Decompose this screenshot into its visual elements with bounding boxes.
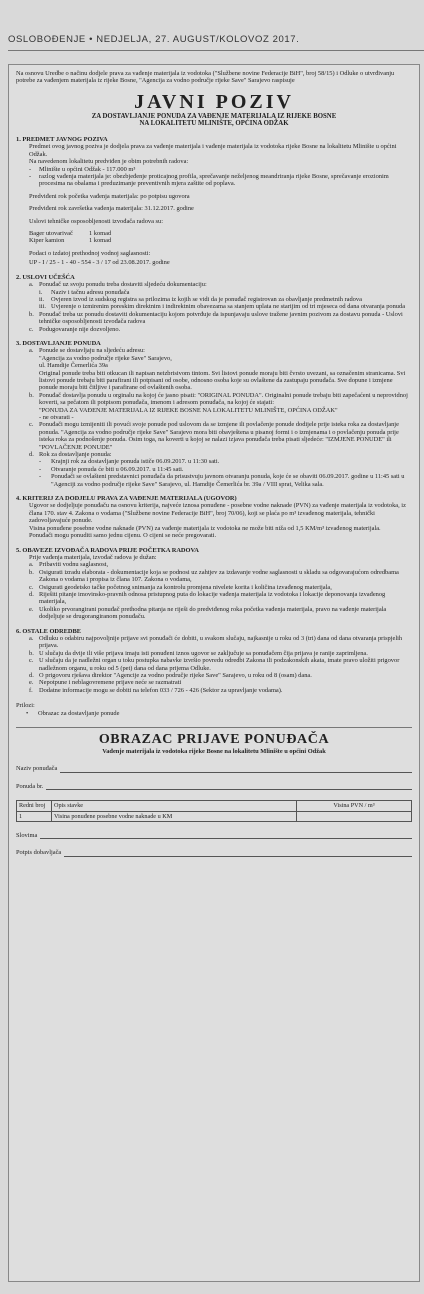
list-item: b. Ponuđač treba uz ponudu dostaviti dokumentaciju kojom potvrđuje da ispunjavaju uslove tražene javnim pozivom za dostavu ponuda - Uslovi tehničke osposobljenosti izvođača radova	[29, 310, 403, 326]
list-item: b. U slučaju da dvije ili više prijava imaju isti ponuđeni iznos ugovor se zaključuje sa ponuđačem čija prijava je ranije zaprimljena.	[29, 649, 368, 657]
signature-field[interactable]: Potpis dobavljača	[16, 849, 412, 856]
section-4-heading: 4. KRITERIJ ZA DODJELU PRAVA ZA VAĐENJE MATERIJALA (UGOVOR)	[16, 495, 237, 503]
section-1-heading: 1. PREDMET JAVNOG POZIVA	[16, 136, 108, 143]
section-6-heading: 6. OSTALE ODREDBE	[16, 627, 82, 635]
attachment-item: • Obrazac za dostavljanje ponude	[26, 709, 120, 717]
table-header-row: Redni broj Opis stavke Visina PVN / m³	[17, 801, 412, 811]
list-item: b. Osigurati izradu elaborata - dokumentacije koja se podnosi uz zahtjev za izdavanje vodne saglasnosti u skladu sa odgovarajućom odredbama Zakona o vodama i propisa iz člana 107. Zakona o vodama,	[29, 568, 399, 584]
section-1-bullet-1: Mlinište u općini Odžak - 117.000 m³	[39, 165, 136, 173]
section-1-p6: Podaci o izdatoj prethodnoj vodnoj saglasnosti:	[29, 249, 151, 257]
list-item: - Otvaranje ponuda će biti u 06.09.2017. u 11:45 sati.	[39, 465, 184, 473]
header-rule	[8, 50, 424, 51]
intro-paragraph: Na osnovu Uredbe o načinu dodjele prava za vađenje materijala iz vodotoka ("Službene novine Federacije BiH", broj 58/15) i Odluke o utvrđivanju potrebe za vađenjem materijala iz rijeke Bosne, "Agencija za vodno područje rijeke Save" Sarajevo raspisuje	[16, 70, 395, 85]
section-5-body: Prije vađenja materijala, izvođač radova je dužan: a. Pribaviti vodnu saglasnost, b. Osigurati izradu elaborata - dokumentacije koja se podnosi uz zahtjev za izdavanje vodne saglasnosti u skladu sa odgovarajućom odredbama Zakona o vodama i propisa iz člana 107. Zakona o vodama, c. Osigurati geodetsko tačke početnog snimanja za kontrolu promjena nivelete korita i količina izvađenog materijala, d. Riješiti pitanje imovinsko-pravnih odnosa pristupnog puta do lokacije vađenja materijala iz vodotoka i lokacije deponovanja izvađenog materijala, e. Ukoliko prvorangirani ponuđač prethodna pitanja ne riješi do predviđenog roka početka vađenja materijala, pravo na vađenje materijala dodjeljuje se drugorangiranom ponuđaču.	[16, 554, 412, 621]
subtitle-line-1: ZA DOSTAVLJANJE PONUDA ZA VAĐENJE MATERIJALA IZ RIJEKE BOSNE	[91, 112, 337, 120]
list-item: a. Odluku o odabiru najpovoljnije prijave svi ponuđači će dobiti, u svakom slučaju, najkasnije u roku od 3 (tri) dana od dana otvaranja prispjelih prijava.	[29, 634, 403, 650]
list-item: - Krajnji rok za dostavljanje ponuda ističe 06.09.2017. u 11:30 sati.	[39, 458, 220, 466]
list-item: - razlog vađenja materijala je: obezbjeđenje proticajnog profila, sprečavanje neželjenog meandriranja rijeke Bosne, sprečavanje erozionim procesima na obalama i preduzimanje preventivnih mjera zaštite od poplava.	[29, 173, 389, 188]
advertisement-box	[8, 64, 420, 1282]
form-separator	[16, 727, 412, 728]
section-3-body	[16, 347, 412, 488]
equipment-row: Kiper kamion 1 komad	[29, 237, 112, 245]
section-3-heading: 3. DOSTAVLJANJE PONUDA	[16, 339, 101, 347]
section-5-heading: 5. OBAVEZE IZVOĐAČA RADOVA PRIJE POČETKA RADOVA	[16, 546, 199, 554]
list-item: ii. Ovjeren izvod iz sudskog registra sa prilozima iz kojih se vidi da je ponuđač registrovan za obavljanje predmetnih radova	[39, 295, 362, 303]
list-item: c. Ponuđači mogu izmijeniti ili povući svoje ponude pod uslovom da se izmjene ili povlačenje ponude dodijele prije isteka roka za dostavljanje ponuda. "Agencija za vodno područje rijeke Save" Sarajevo mora biti obavještena u pisanoj formi i o izmjenama i o povlačenju ponuda prije isteka roka za podnošenje ponuda. Osim toga, na koverti u kojoj se nalazi izjava ponuđača treba pisati sljedeće: "IZMJENE PONUDE" ili "POVLAČENJE PONUDE"	[29, 421, 399, 451]
section-1-p1: Predmet ovog javnog poziva je dodjela prava za vađenje materijala i vađenje materijala iz vodotoka rijeke Bosne na lokalitetu Mlinište u općini Odžak.	[29, 143, 397, 158]
section-2-body	[16, 281, 412, 333]
subtitle-line-2: NA LOKALITETU MLINIŠTE, OPĆINA ODŽAK	[139, 120, 289, 128]
page-title: JAVNI POZIV	[134, 90, 294, 113]
section-1-p4: Predviđeni rok završetka vađenja materijala: 31.12.2017. godine	[29, 205, 194, 213]
amount-in-words-field[interactable]: Slovima	[16, 832, 412, 839]
attachments-heading: Prilozi:	[16, 702, 35, 710]
section-1-bullet-2: razlog vađenja materijala je: obezbjeđenje proticajnog profila, sprečavanje neželjenog meandriranja rijeke Bosne, sprečavanje erozionim procesima na obalama i preduzimanje preventivnih mjera zaštite od poplava.	[39, 173, 389, 188]
list-item: b. Ponuđač dostavlja ponudu u orginalu na kojoj će jasno pisati: "ORIGINAL PONUDA". Originalni ponude trebaju biti zapečaćeni u neprovidnoj koverti, sa pečatom ili potpisom ponuđača, imenom i adresom ponuđača, na kojoj će stajati: "PONUDA ZA VAĐENJE MATERIJALA IZ RIJEKE BOSNE NA LOKALITETU MLINIŠTE, OPĆINA ODŽAK" - ne otvarati -	[29, 391, 408, 421]
list-item: a. Pribaviti vodnu saglasnost,	[29, 561, 109, 569]
table-row: 1 Visina ponuđene posebne vodne naknade u KM	[17, 811, 412, 821]
equipment-row: Bager utovarivač 1 komad	[29, 230, 112, 238]
section-1-body	[16, 143, 412, 266]
list-item: a. Ponuđač uz svoju ponudu treba dostaviti sljedeću dokumentaciju:	[29, 281, 207, 289]
list-item: d. Rok za dostavljanje ponuda:	[29, 451, 112, 459]
newspaper-header: OSLOBOĐENJE • NEDJELJA, 27. AUGUST/KOLOVOZ 2017.	[8, 34, 300, 45]
section-1-p2: Na navedenom lokalitetu predviđen je obim potrebnih radova:	[29, 158, 189, 166]
bid-table	[16, 800, 412, 822]
bid-value-cell[interactable]	[297, 811, 412, 821]
bullet-icon: •	[26, 709, 29, 717]
list-item: e. Nepotpune i neblagovremene prijave neće se razmatrati	[29, 679, 182, 687]
list-item: d. O prigovoru rješava direktor "Agencije za vodno područje rijeke Save" Sarajevo, u roku od 8 (osam) dana.	[29, 672, 312, 679]
subtitle	[16, 113, 412, 128]
bid-number-field[interactable]: Ponuda br.	[16, 783, 412, 790]
list-item: e. Ukoliko prvorangirani ponuđač prethodna pitanja ne riješi do predviđenog roka početka vađenja materijala, pravo na vađenje materijala dodjeljuje se drugorangiranom ponuđaču.	[29, 605, 387, 621]
list-item: f. Dodatne informacije mogu se dobiti na telefon 033 / 726 - 426 (Sektor za upravljanje vodama).	[29, 686, 283, 694]
section-6-body	[16, 635, 412, 694]
section-4-body: Ugovor se dodjeljuje ponuđaču na osnovu kriterija, najveće iznosa ponuđene - posebne vodne naknade (PVN) za vađenje materijala iz vodotoka, iz člana 170. stav 4. Zakona o vodama ("Službene novine Federacije BiH", broj 70/06), koji se plaća po m³ izvađenog materijala, tehnički zadovoljavajuće ponude. Visina ponuđene posebne vodne naknade (PVN) za vađenje materijala iz vodotoka ne može biti niža od 1,5 KM/m³ izvađenog materijala. Ponuđači mogu ponuditi samo jednu cijenu. O cijeni se neće pregovarati.	[29, 502, 406, 540]
form-title: OBRAZAC PRIJAVE PONUĐAČA	[98, 732, 330, 748]
section-1-p7: UP - I / 25 - 1 - 40 - 554 - 3 / 17 od 23.08.2017. godine	[29, 259, 170, 267]
form-subtitle: Vađenje materijala iz vodotoka rijeke Bosne na lokalitetu Mlinište u općini Odžak	[102, 748, 326, 756]
list-item: i. Naziv i tačnu adresu ponuđača	[39, 288, 130, 296]
list-item: c. U slučaju da je nadležni organ u toku postupka nabavke izvršio povredu odredbi Zakona ili podzakonskih akata, imate pravo uložiti prigovor nadležnom organu, u roku od 5 (pet) dana od dana prijema Odluke.	[29, 657, 400, 672]
list-item: - Mlinište u općini Odžak - 117.000 m³	[29, 165, 136, 173]
list-item: iii. Uvjerenje o izmirenim poreskim direktnim i indirektnim obavezama sa stanjem uplata ne starijim od tri mjeseca od dana otvaranja ponuda	[39, 303, 406, 311]
bidder-name-field[interactable]: Naziv ponuđača	[16, 765, 412, 772]
list-item: d. Riješiti pitanje imovinsko-pravnih odnosa pristupnog puta do lokacije vađenja materijala iz vodotoka i lokacije deponovanja izvađenog materijala,	[29, 590, 386, 606]
list-item: a. Ponude se dostavljaju na sljedeću adresu: "Agencija za vodno područje rijeke Save" Sarajevo, ul. Hamdije Čemerlića 39a Original ponude treba biti otkucan ili napisan neizbrisivom tintom. Svi listovi ponude moraju biti čvrsto uvezani, sa označenim stranicama. Svi listovi ponude trebaju biti parafirani ili potpisani od osobe, odnosno osoba koje su ovlaštene da zastupaju ponuđača. Sve dopune i izmjene ponude moraju biti čitljive i parafirane od ovlaštenih osoba.	[29, 347, 406, 392]
list-item: - Ponuđači se ovlašteni predstavnici ponuđača da prisustvuju javnom otvaranju ponuda, koje će se obaviti 06.09.2017. godine u 11:45 sati u "Agenciji za vodno područje rijeke Save" Sarajevo, ul. Hamdije Čemerlića br. 39a / VIII sprat, Velika sala.	[39, 473, 405, 488]
list-item: c. Podugovaranje nije dozvoljeno.	[29, 325, 121, 333]
section-1-p5: Uslovi tehničke osposobljenosti izvođača radova su:	[29, 217, 163, 225]
section-2-heading: 2. USLOVI UČEŠĆA	[16, 273, 75, 281]
section-1-p3: Predviđeni rok početka vađenja materijala: po potpisu ugovora	[29, 192, 190, 200]
list-item: c. Osigurati geodetsko tačke početnog snimanja za kontrolu promjena nivelete korita i količina izvađenog materijala,	[29, 583, 332, 591]
